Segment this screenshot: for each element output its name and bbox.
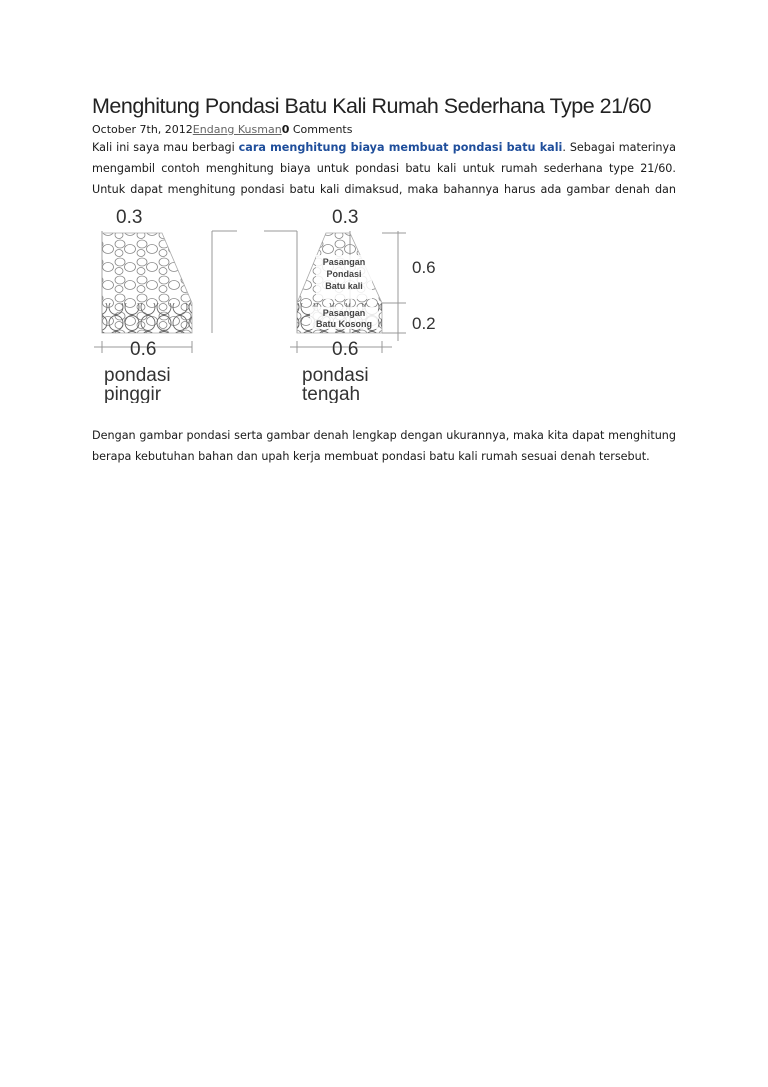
left-caption-2: pinggir: [104, 384, 162, 403]
article-link[interactable]: cara menghitung biaya membuat pondasi batu kali: [238, 141, 563, 154]
foundation-diagram: [92, 203, 452, 403]
foundation-figure: [92, 203, 676, 403]
label-lower-1: Pasangan: [322, 308, 366, 318]
outro-paragraph: Dengan gambar pondasi serta gambar denah lengkap dengan ukurannya, maka kita dapat menghitung berapa kebutuhan bahan dan upah kerja membuat pondasi batu kali rumah sesuai denah tersebut.: [92, 429, 676, 463]
height-lower: 0.2: [412, 314, 436, 333]
author-link[interactable]: Endang Kusman: [192, 123, 282, 136]
comments-label[interactable]: Comments: [289, 123, 353, 136]
height-upper: 0.6: [412, 258, 436, 277]
article-title: Menghitung Pondasi Batu Kali Rumah Sederhana Type 21/60: [92, 94, 651, 118]
intro-text-before: Kali ini saya mau berbagi: [92, 141, 239, 154]
foundation-edge: [94, 207, 237, 403]
left-caption-1: pondasi: [104, 365, 171, 386]
intro-paragraph: [92, 137, 676, 197]
intro-text-after: . Sebagai materinya mengambil contoh menghitung biaya untuk pondasi batu kali untuk rumah sederhana type 21/60. Untuk dapat menghitung pondasi batu kali dimaksud, maka bahannya harus ada gambar denah dan: [92, 141, 676, 196]
foundation-middle: [264, 207, 436, 403]
right-caption-2: tengah: [302, 384, 361, 403]
right-bottom-width: 0.6: [332, 339, 359, 360]
left-top-width: 0.3: [116, 207, 143, 228]
left-bottom-width: 0.6: [130, 339, 157, 360]
comment-count[interactable]: 0: [281, 123, 290, 136]
post-date: October 7th, 2012: [92, 123, 193, 136]
right-top-width: 0.3: [332, 207, 359, 228]
article: [92, 92, 676, 467]
right-caption-1: pondasi: [302, 365, 369, 386]
article-meta: [92, 123, 676, 137]
label-lower-2: Batu Kosong: [316, 319, 372, 329]
label-upper-2: Pondasi: [326, 269, 362, 279]
label-upper-1: Pasangan: [322, 257, 366, 267]
label-upper-3: Batu kali: [325, 281, 363, 291]
